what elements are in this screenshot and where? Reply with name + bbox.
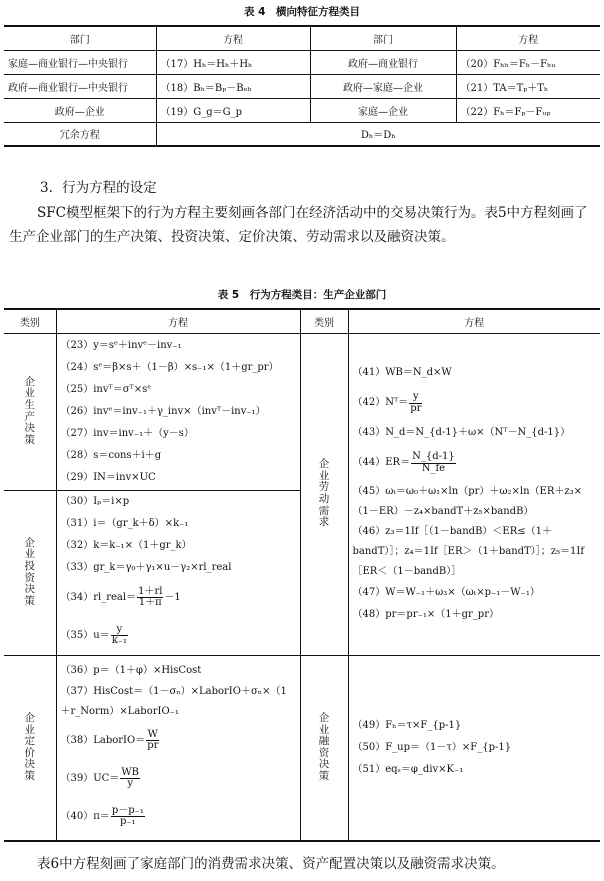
t4-redundant-eq: Dₕ＝Dₕ	[360, 130, 396, 142]
table5	[4, 308, 600, 842]
equation: （26）invᵉ＝inv₋₁＋γ_inv×（invᵀ－inv₋₁）	[60, 405, 266, 417]
equation: （29）IN＝inv×UC	[60, 471, 156, 483]
equation: （42） Nᵀ＝ $\frac{y}{pr}$	[352, 391, 422, 414]
equation: （47）W＝W₋₁＋ω₃×（ωₜ×p₋₁－W₋₁）	[352, 587, 540, 598]
t5-group-pricing-label: 企 业 定 价 决 策	[4, 655, 56, 841]
t5-group-labor-eqs	[348, 333, 600, 655]
equation: （27）inv＝inv₋₁＋（y－s）	[60, 427, 194, 439]
equation: （32）k＝k₋₁×（1＋gr_k）	[60, 539, 192, 551]
equation: （36）p＝（1＋φ）×HisCost	[60, 664, 202, 676]
t5-group-investment-label: 企 业 投 资 决 策	[4, 490, 56, 655]
t4-cell: （21）TA＝Tₚ＋Tₕ	[460, 82, 549, 94]
equation: （48）pr＝pr₋₁×（1＋gr_pr）	[352, 609, 499, 620]
t5-header-eq1: 方程	[56, 309, 300, 333]
equation: （33）gr_k＝γ₀＋γ₁×u－γ₂×rl_real	[60, 561, 232, 573]
table5-caption: 表 5 行为方程类目：生产企业部门	[217, 289, 387, 301]
equation: （25）invᵀ＝σᵀ×sᵉ	[60, 383, 152, 395]
table4	[4, 25, 600, 147]
t5-header-cat1: 类别	[4, 309, 56, 333]
equation: （49）Fₕ＝τ×F_{p-1}	[352, 719, 462, 731]
t4-header-dept1: 部门	[4, 26, 156, 50]
t4-header-dept2: 部门	[310, 26, 456, 50]
section-heading: 3．行为方程的设定	[40, 180, 157, 196]
t5-group-investment-eqs	[56, 490, 300, 655]
equation: （37）HisCost＝（1－σₙ）×LaborIO＋σₙ×（1＋r_Norm）×LaborIO₋₁	[60, 685, 287, 717]
table-row	[4, 74, 600, 98]
equation: （38） LaborIO＝ $\frac{W}{pr}$	[60, 728, 159, 752]
t4-cell: （17）Hₕ＝Hₕ＋Hₕ	[156, 50, 310, 74]
t4-cell: （22）Fₕ＝Fₚ－Fᵤₚ	[460, 106, 551, 118]
table-row	[4, 98, 600, 122]
t5-group-financing-eqs	[348, 655, 600, 841]
equation: （41）WB＝N_d×W	[352, 367, 452, 378]
table-row	[4, 122, 600, 146]
equation: （24）sᵉ＝β×s＋（1－β）×s₋₁×（1＋gr_pr）	[60, 361, 279, 373]
equation: （28）s＝cons＋i＋g	[60, 449, 162, 461]
t4-cell: 政府—商业银行	[310, 50, 456, 74]
t4-redundant-label: 冗余方程	[4, 122, 156, 146]
t4-cell: 家庭—企业	[310, 98, 456, 122]
t4-cell: （18）Bₕ＝Bₚ－Bₑₕ	[156, 74, 310, 98]
t4-cell: 政府—商业银行—中央银行	[4, 74, 156, 98]
t5-header-cat2: 类别	[300, 309, 348, 333]
t5-group-production-eqs	[56, 333, 300, 490]
section-paragraph: SFC模型框架下的行为方程主要刻画各部门在经济活动中的交易决策行为。表5中方程刻画了生产企业部门的生产决策、投资决策、定价决策、劳动需求以及融资决策。	[9, 205, 588, 245]
t4-header-eq2: 方程	[518, 34, 539, 46]
equation: （23）y＝sᵉ＋invᵉ－inv₋₁	[60, 339, 182, 351]
equation: （30）Iₚ＝i×p	[60, 495, 130, 507]
t5-group-labor-label: 企 业 劳 动 需 求	[300, 333, 348, 655]
equation: （45）ωₜ＝ω₀＋ω₁×ln（pr）＋ω₂×ln（ER＋z₃×（1－ER）－z₄×bandT＋z₅×bandB）	[352, 486, 583, 517]
t4-cell: （20）Fₕₕ＝Fₕ－Fₕᵤ	[460, 58, 556, 70]
t4-cell: （19）G_g＝G_p	[156, 98, 310, 122]
equation: （34） rl_real＝ $\frac{1+rl}{1+\pi}$ －1	[60, 585, 181, 608]
equation: （43）N_d＝N_{d-1}＋ω×（Nᵀ－N_{d-1}）	[352, 427, 571, 438]
equation: （35） u＝ $\frac{y}{\text{k₋₁}}$	[60, 623, 128, 646]
t4-header-eq1: 方程	[156, 26, 310, 50]
equation: （46）z₃＝1If［（1－bandB）＜ER≤（1＋bandT）］；z₄＝1If［ER＞（1＋bandT）］；z₅＝1If［ER＜（1－bandB）］	[352, 526, 585, 577]
t5-header-eq2: 方程	[464, 317, 485, 329]
equation: （39） UC＝ $\frac{WB}{y}$	[60, 766, 139, 790]
t4-cell: 政府—家庭—企业	[310, 74, 456, 98]
equation: （40） π＝ $\frac{\text{p－p₋₁}}{\text{p₋₁}}$	[60, 804, 144, 828]
t4-cell: 家庭—商业银行—中央银行	[4, 50, 156, 74]
equation: （31）i＝（gr_k＋δ）×k₋₁	[60, 517, 189, 529]
equation: （44） ER＝ $\frac{N\_\{d-1\}}{N\_fe}$	[352, 451, 455, 474]
t5-group-production-label: 企 业 生 产 决 策	[4, 333, 56, 490]
t5-group-pricing-eqs	[56, 655, 300, 841]
equation: （50）F_up＝（1－τ）×F_{p-1}	[352, 741, 512, 753]
table4-caption: 表 4 横向特征方程类目	[244, 6, 360, 18]
t4-cell: 政府—企业	[4, 98, 156, 122]
t5-group-financing-label: 企 业 融 资 决 策	[300, 655, 348, 841]
equation: （51）eqₛ＝φ_div×K₋₁	[352, 763, 464, 775]
closing-paragraph: 表6中方程刻画了家庭部门的消费需求决策、资产配置决策以及融资需求决策。	[37, 856, 505, 872]
table-row	[4, 50, 600, 74]
